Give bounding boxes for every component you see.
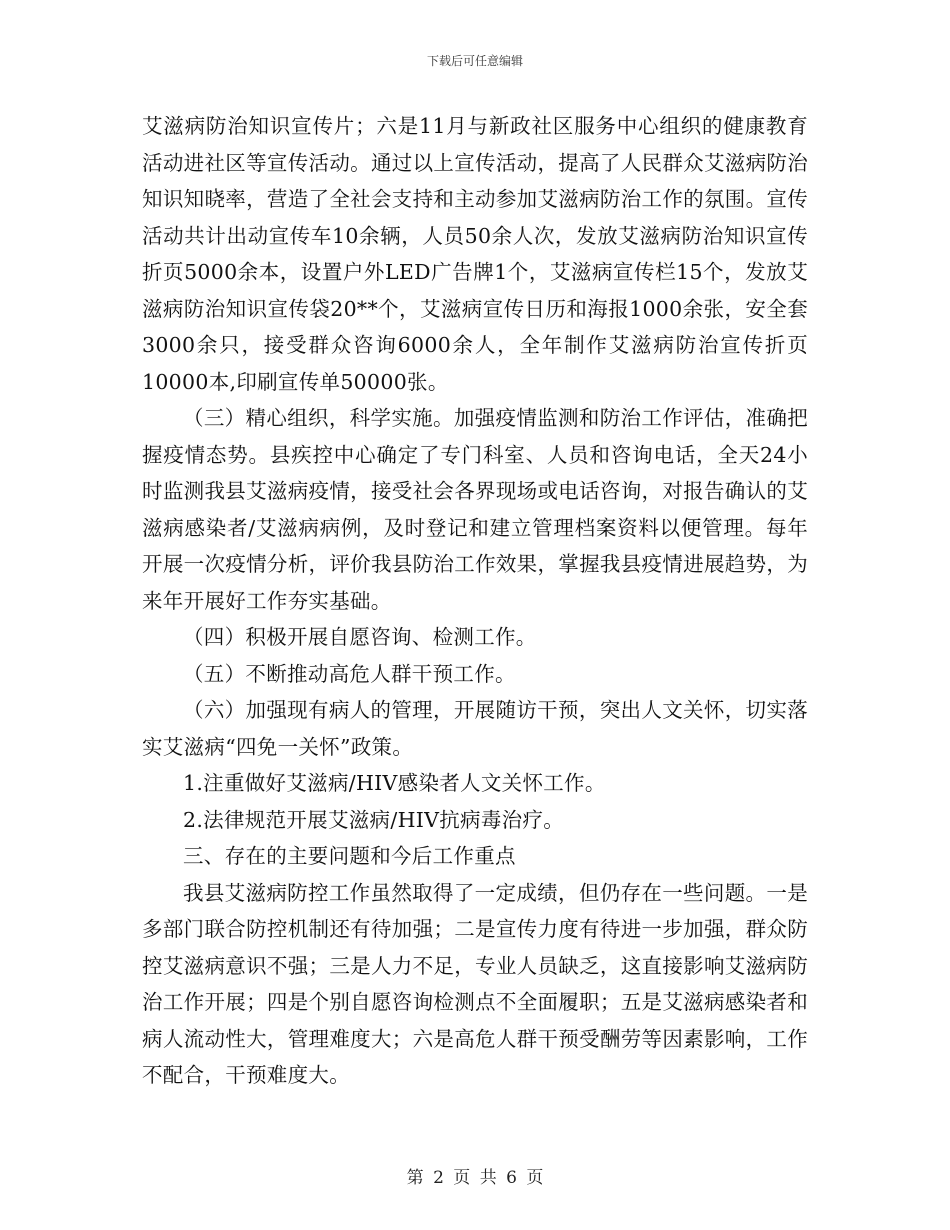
- paragraph-publicity-summary: 艾滋病防治知识宣传片；六是11月与新政社区服务中心组织的健康教育活动进社区等宣传活动。通过以上宣传活动，提高了人民群众艾滋病防治知识知晓率，营造了全社会支持和主动参加艾滋病防治工作的氛围。宣传活动共计出动宣传车10余辆，人员50余人次，发放艾滋病防治知识宣传折页5000余本，设置户外LED广告牌1个，艾滋病宣传栏15个，发放艾滋病防治知识宣传袋20**个，艾滋病宣传日历和海报1000余张，安全套3000余只，接受群众咨询6000余人，全年制作艾滋病防治宣传折页10000本,印刷宣传单50000张。: [142, 114, 808, 394]
- paragraph-section-four: （四）积极开展自愿咨询、检测工作。: [183, 625, 537, 649]
- paragraph-section-five: （五）不断推动高危人群干预工作。: [183, 661, 516, 686]
- paragraph-problems: 我县艾滋病防控工作虽然取得了一定成绩，但仍存在一些问题。一是多部门联合防控机制还有待加强；二是宣传力度有待进一步加强，群众防控艾滋病意识不强；三是人力不足，专业人员缺乏，这直接影响艾滋病防治工作开展；四是个别自愿咨询检测点不全面履职；五是艾滋病感染者和病人流动性大，管理难度大；六是高危人群干预受酬劳等因素影响，工作不配合，干预难度大。: [142, 880, 808, 1087]
- paragraph-section-six: （六）加强现有病人的管理，开展随访干预，突出人文关怀，切实落实艾滋病“四免一关怀”政策。: [142, 698, 808, 759]
- page-number-footer: 第 2 页 共 6 页: [406, 1168, 544, 1188]
- paragraph-item-two: 2.法律规范开展艾滋病/HIV抗病毒治疗。: [183, 807, 565, 832]
- heading-problems-and-priorities: 三、存在的主要问题和今后工作重点: [183, 844, 516, 868]
- page-header-note: 下载后可任意编辑: [426, 54, 523, 68]
- document-body: [142, 108, 808, 1094]
- paragraph-section-three: （三）精心组织，科学实施。加强疫情监测和防治工作评估，准确把握疫情态势。县疾控中心确定了专门科室、人员和咨询电话，全天24小时监测我县艾滋病疫情，接受社会各界现场或电话咨询，对报告确认的艾滋病感染者/艾滋病病例，及时登记和建立管理档案资料以便管理。每年开展一次疫情分析，评价我县防治工作效果，掌握我县疫情进展趋势，为来年开展好工作夯实基础。: [142, 406, 808, 613]
- paragraph-item-one: 1.注重做好艾滋病/HIV感染者人文关怀工作。: [183, 771, 606, 795]
